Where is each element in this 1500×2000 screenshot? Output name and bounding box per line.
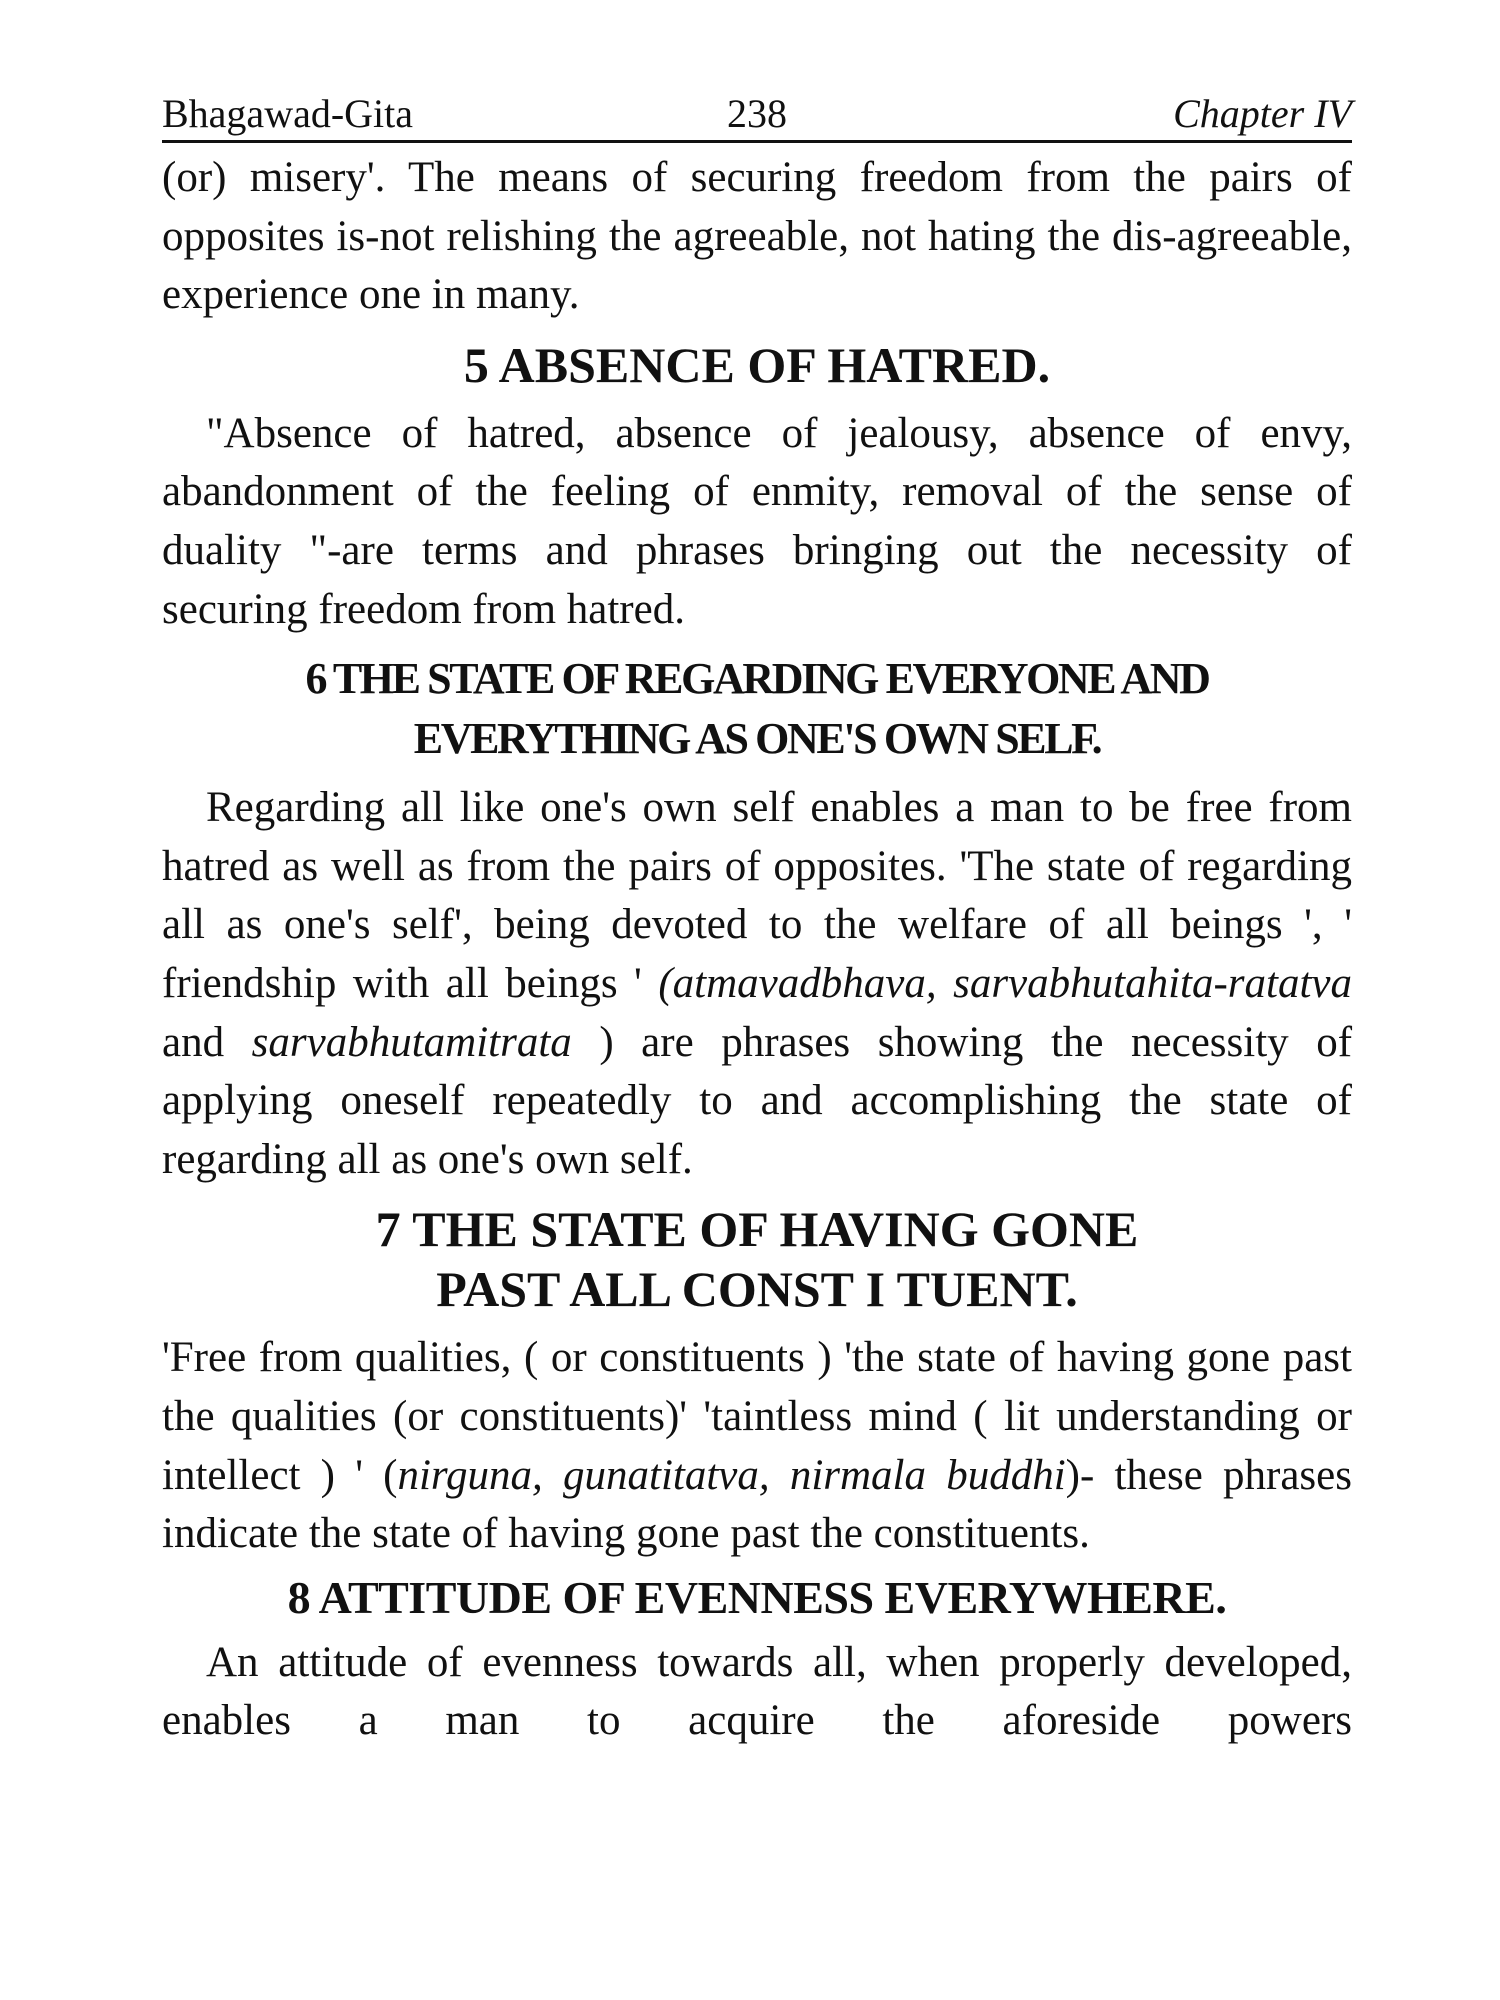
book-title: Bhagawad-Gita <box>162 91 414 136</box>
section-6-heading-line-1: 6 THE STATE OF REGARDING EVERYONE AND <box>305 654 1209 704</box>
term-sarvabhutahita-ratatva: sarvabhutahita-ratatva <box>953 959 1353 1007</box>
book-page <box>162 88 1352 1751</box>
intro-paragraph: (or) misery'. The means of securing freedom from the pairs of opposites is-not relishing the agreeable, not hating the dis-agreeable, experience one in many. <box>162 154 1352 319</box>
running-head <box>162 88 1352 143</box>
section-5-paragraph: "Absence of hatred, absence of jealousy, absence of envy, abandonment of the feeling of enmity, removal of the sense of duality "-are terms and phrases bringing out the necessity of securing freedom from hatred. <box>162 409 1352 633</box>
section-7-text-a: 'Free from qualities, ( or constituents ) 'the state of having gone past the qualities (or constituents)' 'taintless mind ( lit understanding or intellect ) ' ( <box>162 1334 1352 1499</box>
section-5-heading: 5 ABSENCE OF HATRED. <box>463 336 1051 393</box>
section-7-heading-line-2: PAST ALL CONST I TUENT. <box>436 1261 1078 1318</box>
section-7-text-b: )- these phrases indicate the state of having gone past the constituents. <box>162 1451 1352 1558</box>
section-8-paragraph: An attitude of evenness towards all, when properly developed, enables a man to acquire the aforeside powers <box>162 1638 1352 1745</box>
section-6-text-a: Regarding all like one's own self enables a man to be free from hatred as well as from the pairs of opposites. 'The state of regarding all as one's self', being devoted to the welfare of all beings ', ' friendship with all beings ' <box>162 784 1352 1007</box>
section-6-text-b: ) are phrases showing the necessity of applying oneself repeatedly to and accomplishing the state of regarding all as one's own self. <box>162 1018 1353 1183</box>
section-7-paragraph <box>162 1329 1352 1563</box>
term-atmavadbhava: (atmavadbhava, <box>658 959 937 1007</box>
section-6-and: and <box>162 1018 225 1066</box>
chapter-label: Chapter IV <box>1173 91 1352 136</box>
term-nirguna-gunatitatva-nirmala-buddhi: nirguna, gunatitatva, nirmala buddhi <box>397 1451 1066 1499</box>
section-7-heading-line-1: 7 THE STATE OF HAVING GONE <box>375 1201 1139 1258</box>
section-6-heading-line-2: EVERYTHING AS ONE'S OWN SELF. <box>413 714 1101 764</box>
section-8-heading: 8 ATTITUDE OF EVENNESS EVERYWHERE. <box>287 1571 1227 1623</box>
section-6-paragraph <box>162 779 1352 1189</box>
term-sarvabhutamitrata: sarvabhutamitrata <box>251 1018 572 1066</box>
page-number: 238 <box>727 91 787 136</box>
